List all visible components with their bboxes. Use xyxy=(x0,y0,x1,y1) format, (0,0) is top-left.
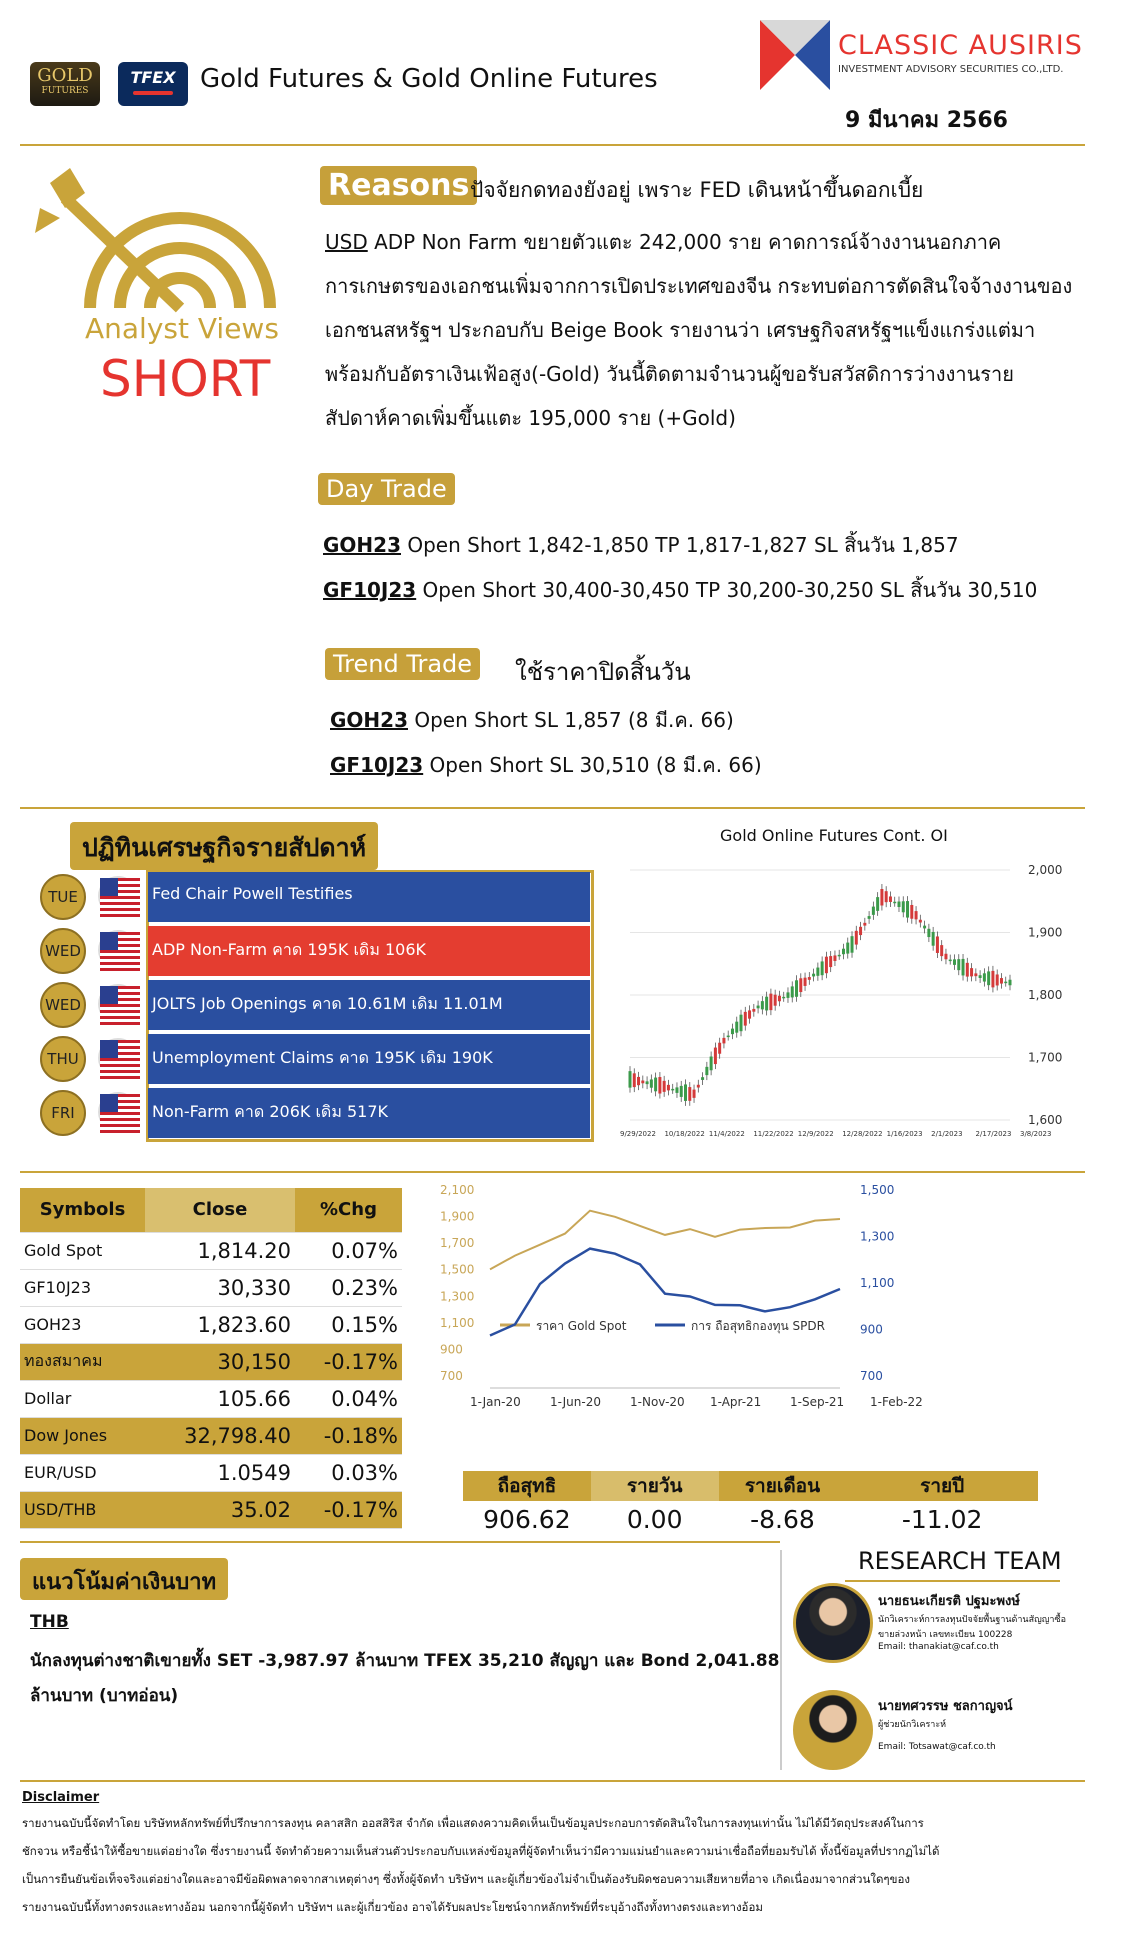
x-tick-label: 1-Nov-20 xyxy=(630,1395,685,1409)
calendar-event xyxy=(40,980,600,1030)
avatar xyxy=(793,1583,873,1663)
divider xyxy=(20,1780,1085,1782)
disclaimer-line: เป็นการยืนยันข้อเท็จจริงแต่อย่างใดและอาจมีข้อผิดพลาดจากสาเหตุต่างๆ ซึ่งทั้งผู้จัดทำ บริษัทฯ และผู้เกี่ยวข้องไม่จำเป็นต้องรับผิดชอบความเสียหายที่อาจ เกิดเนื่องมาจากส่วนใดๆของ xyxy=(22,1872,910,1886)
disclaimer-line: รายงานฉบับนี้จัดทำโดย บริษัทหลักทรัพย์ที่ปรึกษาการลงทุน คลาสสิก ออสสิริส จำกัด เพื่อแสดงความคิดเห็นเป็นข้อมูลประกอบการตัดสินใจในการลงทุนเท่านั้น ไม่ได้มีวัตถุประสงค์ในการ xyxy=(22,1816,924,1830)
y-left-tick-label: 1,500 xyxy=(440,1262,475,1277)
table-row xyxy=(20,1417,402,1454)
brand-mark-icon xyxy=(760,20,830,90)
x-tick-label: 12/9/2022 xyxy=(797,1130,834,1138)
y-tick-label: 2,000 xyxy=(1028,863,1063,877)
candle xyxy=(880,889,883,906)
symbol-name: Gold Spot xyxy=(20,1232,145,1269)
candle xyxy=(889,896,892,902)
x-tick-label: 1-Jun-20 xyxy=(550,1395,601,1409)
candle xyxy=(684,1084,687,1101)
candle xyxy=(774,995,777,1006)
candle xyxy=(752,1009,755,1012)
event-text: JOLTS Job Openings คาด 10.61M เดิม 11.01M xyxy=(148,980,590,1030)
symbol-name: Dollar xyxy=(20,1380,145,1417)
baht-code: THB xyxy=(30,1612,69,1632)
spdr-h-net: ถือสุทธิ xyxy=(463,1471,591,1501)
day-badge: TUE xyxy=(40,874,86,920)
candle xyxy=(872,907,875,915)
x-tick-label: 1-Feb-22 xyxy=(870,1395,923,1409)
reason-line: USD ADP Non Farm ขยายตัวแตะ 242,000 ราย คาดการณ์จ้างงานนอกภาค xyxy=(325,230,1002,254)
tfex-logo: TFEX xyxy=(118,62,188,106)
spdr-v-monthly: -8.68 xyxy=(750,1505,815,1534)
symbol-name: GOH23 xyxy=(20,1306,145,1343)
oi-chart-svg xyxy=(610,820,1063,1150)
symbol-chg: -0.18% xyxy=(295,1417,402,1454)
candle xyxy=(646,1081,649,1084)
candle xyxy=(838,955,841,957)
spdr-table xyxy=(463,1471,1038,1539)
table-header xyxy=(20,1188,402,1232)
symbol-chg: -0.17% xyxy=(295,1491,402,1528)
candle xyxy=(778,996,781,1002)
symbol-name: USD/THB xyxy=(20,1491,145,1528)
table-row xyxy=(20,1269,402,1306)
candle xyxy=(863,923,866,926)
symbol-name: Dow Jones xyxy=(20,1417,145,1454)
spdr-h-yearly: รายปี xyxy=(846,1471,1038,1501)
table-row xyxy=(20,1491,402,1528)
symbol-close: 1,823.60 xyxy=(145,1306,295,1343)
candle xyxy=(757,1006,760,1009)
symbol-chg: 0.15% xyxy=(295,1306,402,1343)
candle xyxy=(885,891,888,902)
candle xyxy=(688,1087,691,1101)
candle xyxy=(714,1048,717,1065)
candle xyxy=(893,902,896,904)
legend-label: การ ถือสุทธิกองทุน SPDR xyxy=(691,1319,825,1333)
candle xyxy=(731,1029,734,1035)
symbol-chg: -0.17% xyxy=(295,1343,402,1380)
y-left-tick-label: 700 xyxy=(440,1369,463,1383)
candle xyxy=(932,932,935,946)
spdr-v-net: 906.62 xyxy=(483,1505,571,1534)
baht-line: นักลงทุนต่างชาติเขายทั้ง SET -3,987.97 ล้านบาท TFEX 35,210 สัญญา และ Bond 2,041.88 xyxy=(30,1651,780,1671)
symbol-close: 30,150 xyxy=(145,1343,295,1380)
symbol-close: 1.0549 xyxy=(145,1454,295,1491)
member-email: Email: Totsawat@caf.co.th xyxy=(878,1742,996,1752)
symbol-close: 32,798.40 xyxy=(145,1417,295,1454)
table-row xyxy=(20,1306,402,1343)
calendar-event xyxy=(40,1034,600,1084)
candle xyxy=(663,1081,666,1092)
y-left-tick-label: 2,100 xyxy=(440,1183,475,1197)
table-row xyxy=(20,1343,402,1380)
y-tick-label: 1,700 xyxy=(1028,1050,1063,1065)
divider xyxy=(20,144,1085,146)
y-right-tick-label: 1,100 xyxy=(860,1276,895,1290)
gold-spot-line xyxy=(490,1211,840,1270)
divider xyxy=(20,807,1085,809)
candle xyxy=(1004,982,1007,984)
candle xyxy=(923,926,926,929)
header-close: Close xyxy=(145,1188,295,1232)
y-right-tick-label: 700 xyxy=(860,1369,883,1383)
candle xyxy=(637,1077,640,1085)
y-right-tick-label: 1,300 xyxy=(860,1229,895,1244)
gold-spdr-chart xyxy=(440,1180,1060,1440)
candle xyxy=(727,1036,730,1038)
y-right-tick-label: 900 xyxy=(860,1322,883,1337)
candle xyxy=(833,955,836,961)
candle xyxy=(897,902,900,908)
candle xyxy=(795,980,798,997)
table-row xyxy=(20,1454,402,1491)
candle xyxy=(906,901,909,918)
trend-trade-item: GOH23 Open Short SL 1,857 (8 มี.ค. 66) xyxy=(330,708,734,732)
candle xyxy=(940,945,943,956)
x-tick-label: 9/29/2022 xyxy=(620,1130,656,1138)
symbol-close: 35.02 xyxy=(145,1491,295,1528)
symbol-close: 105.66 xyxy=(145,1380,295,1417)
x-tick-label: 1-Jan-20 xyxy=(470,1395,521,1409)
candle xyxy=(816,968,819,976)
candle xyxy=(825,957,828,974)
x-tick-label: 1-Sep-21 xyxy=(790,1395,845,1409)
candle xyxy=(722,1038,725,1044)
team-title: RESEARCH TEAM xyxy=(858,1547,1062,1575)
brand-name: CLASSIC AUSIRIS xyxy=(838,30,1083,61)
trend-trade-label: Trend Trade xyxy=(325,648,480,680)
event-text: ADP Non-Farm คาด 195K เดิม 106K xyxy=(148,926,590,976)
reason-line: การเกษตรของเอกชนเพิ่มจากการเปิดประเทศของจีน กระทบต่อการตัดสินใจจ้างงานของ xyxy=(325,274,1073,298)
spdr-v-daily: 0.00 xyxy=(626,1505,683,1534)
member-name: นายธนะเกียรติ ปฐมะพงษ์ xyxy=(878,1594,1020,1609)
day-badge: WED xyxy=(40,982,86,1028)
candle xyxy=(791,986,794,997)
candle xyxy=(996,974,999,985)
baht-title: แนวโน้มค่าเงินบาท xyxy=(20,1558,228,1600)
y-left-tick-label: 1,900 xyxy=(440,1209,475,1224)
candle xyxy=(740,1015,743,1032)
candle xyxy=(629,1071,632,1088)
x-tick-label: 3/8/2023 xyxy=(1020,1130,1052,1138)
analyst-view: SHORT xyxy=(100,350,271,408)
spdr-h-monthly: รายเดือน xyxy=(719,1471,847,1501)
member-role: ขายล่วงหน้า เลขทะเบียน 100228 xyxy=(878,1630,1013,1640)
trend-trade-note: ใช้ราคาปิดสิ้นวัน xyxy=(515,658,691,686)
brand-logo xyxy=(760,20,830,90)
symbol-name: ทองสมาคม xyxy=(20,1343,145,1380)
candle xyxy=(842,949,845,955)
symbol-name: EUR/USD xyxy=(20,1454,145,1491)
event-text: Non-Farm คาด 206K เดิม 517K xyxy=(148,1088,590,1138)
candle xyxy=(983,973,986,981)
avatar xyxy=(793,1690,873,1770)
candle xyxy=(876,897,879,911)
candle xyxy=(851,936,854,953)
event-text: Unemployment Claims คาด 195K เดิม 190K xyxy=(148,1034,590,1084)
symbol-close: 30,330 xyxy=(145,1269,295,1306)
spdr-h-daily: รายวัน xyxy=(591,1471,719,1501)
candle xyxy=(859,927,862,935)
gold-spdr-chart-svg xyxy=(440,1180,1060,1440)
candle xyxy=(654,1078,657,1092)
candle xyxy=(957,959,960,970)
disclaimer-title: Disclaimer xyxy=(22,1790,100,1805)
brand-subtitle: INVESTMENT ADVISORY SECURITIES CO.,LTD. xyxy=(838,64,1064,75)
x-tick-label: 12/28/2022 xyxy=(842,1130,883,1138)
candle xyxy=(799,978,802,992)
day-trade-item: GOH23 Open Short 1,842-1,850 TP 1,817-1,827 SL สิ้นวัน 1,857 xyxy=(323,533,959,557)
us-flag-icon xyxy=(98,984,138,1024)
candle xyxy=(991,971,994,988)
calendar-title: ปฏิทินเศรษฐกิจรายสัปดาห์ xyxy=(70,822,378,870)
x-tick-label: 11/4/2022 xyxy=(708,1130,745,1138)
candle xyxy=(667,1085,670,1091)
gold-futures-logo: GOLD FUTURES xyxy=(30,62,100,106)
team-divider xyxy=(780,1550,782,1770)
page-title: Gold Futures & Gold Online Futures xyxy=(200,64,658,94)
calendar-event xyxy=(40,872,600,922)
member-name: นายทศวรรษ ชลกาญจน์ xyxy=(878,1699,1013,1714)
symbol-chg: 0.04% xyxy=(295,1380,402,1417)
x-tick-label: 2/17/2023 xyxy=(975,1130,1012,1138)
symbol-chg: 0.03% xyxy=(295,1454,402,1491)
candle xyxy=(962,959,965,976)
target-icon xyxy=(30,158,290,318)
day-badge: FRI xyxy=(40,1090,86,1136)
us-flag-icon xyxy=(98,930,138,970)
candle xyxy=(748,1010,751,1018)
symbol-close: 1,814.20 xyxy=(145,1232,295,1269)
day-trade-label: Day Trade xyxy=(318,473,455,505)
candle xyxy=(910,905,913,919)
x-tick-label: 10/18/2022 xyxy=(664,1130,705,1138)
divider xyxy=(20,1541,780,1543)
calendar-event xyxy=(40,1088,600,1138)
candle xyxy=(701,1077,704,1080)
candle xyxy=(782,997,785,999)
day-badge: THU xyxy=(40,1036,86,1082)
candle xyxy=(641,1081,644,1084)
us-flag-icon xyxy=(98,1038,138,1078)
y-tick-label: 1,600 xyxy=(1028,1113,1063,1127)
reason-line: สัปดาห์คาดเพิ่มขึ้นแตะ 195,000 ราย (+Gold) xyxy=(325,406,736,430)
candle xyxy=(680,1086,683,1097)
team-rule xyxy=(845,1580,1060,1582)
candle xyxy=(765,997,768,1011)
candle xyxy=(1009,980,1012,986)
reason-line: เอกชนสหรัฐฯ ประกอบกับ Beige Book รายงานว่า เศรษฐกิจสหรัฐฯแข็งแกร่งแต่มา xyxy=(325,318,1036,342)
candle xyxy=(915,911,918,919)
candle xyxy=(987,971,990,985)
y-left-tick-label: 1,700 xyxy=(440,1236,475,1251)
candle xyxy=(812,974,815,977)
candle xyxy=(868,916,871,919)
baht-line: ล้านบาท (บาทอ่อน) xyxy=(30,1686,179,1706)
symbol-chg: 0.23% xyxy=(295,1269,402,1306)
divider xyxy=(20,1171,1085,1173)
candle xyxy=(808,977,811,980)
spdr-v-yearly: -11.02 xyxy=(901,1505,983,1534)
event-text: Fed Chair Powell Testifies xyxy=(148,872,590,922)
reason-line: พร้อมกับอัตราเงินเฟ้อสูง(-Gold) วันนี้ติดตามจำนวนผู้ขอรับสวัสดิการว่างงานราย xyxy=(325,362,1014,386)
candle xyxy=(786,992,789,998)
header-chg: %Chg xyxy=(295,1188,402,1232)
candle xyxy=(919,920,922,923)
us-flag-icon xyxy=(98,1092,138,1132)
y-left-tick-label: 1,300 xyxy=(440,1289,475,1304)
candle xyxy=(855,931,858,945)
y-tick-label: 1,800 xyxy=(1028,988,1063,1002)
spdr-values xyxy=(463,1501,1038,1539)
oi-chart xyxy=(610,820,1063,1150)
oi-chart-title: Gold Online Futures Cont. OI xyxy=(720,826,948,845)
candle xyxy=(718,1043,721,1054)
candle xyxy=(927,929,930,937)
candle xyxy=(675,1087,678,1093)
y-right-tick-label: 1,500 xyxy=(860,1183,895,1197)
candle xyxy=(829,956,832,967)
candle xyxy=(953,959,956,965)
candle xyxy=(970,968,973,976)
market-table xyxy=(20,1188,402,1529)
candle xyxy=(633,1073,636,1087)
candle xyxy=(693,1090,696,1098)
report-date: 9 มีนาคม 2566 xyxy=(845,108,1008,133)
day-trade-item: GF10J23 Open Short 30,400-30,450 TP 30,200-30,250 SL สิ้นวัน 30,510 xyxy=(323,578,1038,602)
candle xyxy=(944,954,947,960)
analyst-views-label: Analyst Views xyxy=(85,312,279,345)
us-flag-icon xyxy=(98,876,138,916)
trend-trade-item: GF10J23 Open Short SL 30,510 (8 มี.ค. 66) xyxy=(330,753,762,777)
candle xyxy=(821,961,824,975)
candle xyxy=(1000,978,1003,984)
candle xyxy=(650,1079,653,1087)
candle xyxy=(710,1057,713,1071)
header-symbols: Symbols xyxy=(20,1188,145,1232)
candle xyxy=(949,960,952,962)
reasons-label: Reasons xyxy=(320,166,477,205)
candle xyxy=(671,1089,674,1091)
candle xyxy=(966,963,969,977)
y-left-tick-label: 900 xyxy=(440,1342,463,1357)
member-email: Email: thanakiat@caf.co.th xyxy=(878,1642,999,1652)
candle xyxy=(902,901,905,912)
reasons-headline: ปัจจัยกดทองยังอยู่ เพราะ FED เดินหน้าขึ้นดอกเบี้ย xyxy=(470,178,924,202)
member-role: ผู้ช่วยนักวิเคราะห์ xyxy=(878,1720,947,1730)
candle xyxy=(761,1001,764,1009)
x-tick-label: 1-Apr-21 xyxy=(710,1395,762,1409)
table-row xyxy=(20,1380,402,1417)
y-tick-label: 1,900 xyxy=(1028,925,1063,940)
calendar-event xyxy=(40,926,600,976)
symbol-chg: 0.07% xyxy=(295,1232,402,1269)
member-role: นักวิเคราะห์การลงทุนปัจจัยพื้นฐานด้านสัญญาซื้อ xyxy=(878,1615,1066,1625)
candle xyxy=(936,936,939,953)
legend-label: ราคา Gold Spot xyxy=(536,1319,627,1333)
candle xyxy=(658,1077,661,1094)
x-tick-label: 2/1/2023 xyxy=(931,1130,963,1138)
candle xyxy=(979,975,982,978)
table-row xyxy=(20,1232,402,1269)
spdr-header xyxy=(463,1471,1038,1501)
disclaimer-line: รายงานฉบับนี้ทั้งทางตรงและทางอ้อม นอกจากนี้ผู้จัดทำ บริษัทฯ และผู้เกี่ยวข้อง อาจได้รับผลประโยชน์จากหลักทรัพย์ที่ระบุอ้างถึงทั้งทางตรงและทางอ้อม xyxy=(22,1900,763,1914)
candle xyxy=(735,1022,738,1033)
disclaimer-line: ชักจวน หรือชี้นำให้ซื้อขายแต่อย่างใด ซึ่งรายงานนี้ จัดทำด้วยความเห็นส่วนตัวประกอบกับแหล่งข้อมูลที่ผู้จัดทำเห็นว่ามีความแม่นยำและความน่าเชื่อถือที่ยอมรับได้ ทั้งนี้ข้อมูลที่ปรากฏไม่ได้ xyxy=(22,1844,940,1858)
day-badge: WED xyxy=(40,928,86,974)
x-tick-label: 11/22/2022 xyxy=(753,1130,794,1138)
candle xyxy=(769,994,772,1011)
x-tick-label: 1/16/2023 xyxy=(886,1130,923,1138)
candle xyxy=(974,973,977,976)
candle xyxy=(804,978,807,986)
y-left-tick-label: 1,100 xyxy=(440,1315,475,1330)
candle xyxy=(697,1085,700,1088)
candle xyxy=(705,1067,708,1075)
symbol-name: GF10J23 xyxy=(20,1269,145,1306)
candle xyxy=(846,943,849,954)
candle xyxy=(744,1012,747,1026)
